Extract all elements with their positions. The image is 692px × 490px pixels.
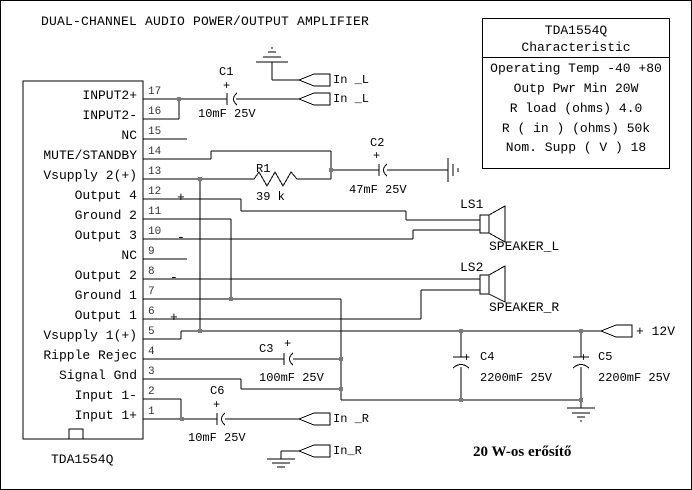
c5-ref: C5 — [598, 350, 613, 364]
c4-ref: C4 — [480, 350, 495, 364]
pin-label-3: Signal Gnd — [58, 368, 137, 383]
in-l-bottom-label: In _L — [333, 92, 370, 106]
c6-ref: C6 — [210, 384, 225, 398]
ground-icon-c2 — [448, 158, 458, 182]
c4-plus: + — [463, 351, 471, 365]
in-l-top-label: In _L — [333, 73, 370, 87]
pin-label-8: Output 2 — [74, 268, 137, 283]
pin-label-4: Ripple Rejec — [43, 348, 137, 363]
pin-label-2: Input 1- — [74, 388, 137, 403]
in-r-top-label: In _R — [333, 412, 370, 426]
table-row: R load (ohms) 4.0 — [509, 101, 643, 116]
pin-label-11: Ground 2 — [74, 208, 137, 223]
pin6-polarity-sign: + — [170, 310, 178, 325]
pin10-polarity-sign: - — [177, 230, 185, 245]
pin-number-2: 2 — [148, 386, 155, 398]
ground-icon-input-left — [256, 48, 288, 62]
c3-plus: + — [284, 337, 292, 351]
pin-number-6: 6 — [148, 306, 155, 318]
connector-icon-in-l-bottom — [299, 93, 330, 105]
connector-icon-in-l-top — [299, 74, 330, 86]
pin-label-1: Input 1+ — [74, 408, 137, 423]
c3-value: 100mF 25V — [259, 371, 324, 385]
c6-plus: + — [213, 398, 221, 412]
supply-12v-label: + 12V — [636, 324, 676, 339]
pin-label-15: NC — [121, 128, 137, 143]
ls1-ref: LS1 — [460, 197, 484, 212]
pin-label-9: NC — [121, 248, 137, 263]
c5-value: 2200mF 25V — [598, 371, 671, 385]
ground-icon-power — [567, 400, 595, 421]
pin-number-14: 14 — [148, 146, 162, 158]
pin12-polarity-sign: + — [177, 190, 185, 205]
connector-icon-12v — [601, 325, 632, 337]
pin-number-16: 16 — [148, 106, 162, 118]
c1-value: 10mF 25V — [198, 107, 256, 121]
pin-label-17: INPUT2+ — [82, 88, 137, 103]
pin-label-5: Vsupply 1(+) — [43, 328, 137, 343]
speaker-icons — [480, 206, 505, 302]
ls2-ref: LS2 — [460, 260, 484, 275]
connector-icon-in-r-top — [299, 413, 330, 425]
c1-plus: + — [223, 79, 231, 93]
table-title: TDA1554Q — [544, 23, 608, 38]
table-subtitle: Characteristic — [521, 40, 631, 55]
capacitor-c2-symbol — [379, 164, 387, 176]
pin-number-4: 4 — [148, 346, 155, 358]
speaker-ls1-icon — [480, 206, 505, 242]
pin-label-13: Vsupply 2(+) — [43, 168, 137, 183]
ic-pin1-notch — [69, 429, 83, 439]
pin-number-5: 5 — [148, 326, 155, 338]
pin-label-16: INPUT2- — [82, 108, 137, 123]
caption: 20 W-os erősítő — [473, 444, 572, 460]
connector-icon-in-r-bottom — [299, 445, 330, 457]
pin-label-7: Ground 1 — [74, 288, 137, 303]
pin8-polarity-sign: - — [170, 270, 178, 285]
pin-label-10: Output 3 — [74, 228, 137, 243]
c1-ref: C1 — [219, 65, 234, 79]
page-title: DUAL-CHANNEL AUDIO POWER/OUTPUT AMPLIFIER — [41, 14, 370, 29]
pin-number-12: 12 — [148, 186, 162, 198]
pin-label-14: MUTE/STANDBY — [43, 148, 137, 163]
characteristics-table — [482, 18, 670, 169]
pin-number-8: 8 — [148, 266, 155, 278]
table-divider — [483, 57, 669, 58]
c2-ref: C2 — [370, 136, 385, 150]
r1-value: 39 k — [256, 190, 285, 204]
speaker-l-label: SPEAKER_L — [489, 239, 560, 254]
in-r-bottom-label: In_R — [333, 444, 362, 458]
table-row: Outp Pwr Min 20W — [513, 81, 639, 96]
speaker-r-label: SPEAKER_R — [489, 300, 560, 315]
table-row: Operating Temp -40 +80 — [490, 61, 662, 76]
table-row: Nom. Supp ( V ) 18 — [505, 140, 647, 155]
c3-ref: C3 — [259, 342, 274, 356]
pin-number-3: 3 — [148, 366, 155, 378]
c4-value: 2200mF 25V — [480, 371, 553, 385]
c2-value: 47mF 25V — [349, 183, 407, 197]
speaker-ls2-icon — [480, 266, 505, 302]
pin-number-9: 9 — [148, 246, 155, 258]
pin-number-15: 15 — [148, 126, 162, 138]
table-row: R ( in ) (ohms) 50k — [501, 121, 651, 136]
ic-part-number: TDA1554Q — [51, 452, 114, 467]
pin-number-10: 10 — [148, 226, 162, 238]
pin-number-1: 1 — [148, 406, 155, 418]
pin-number-11: 11 — [148, 206, 162, 218]
capacitor-c6-symbol — [217, 413, 225, 425]
c6-value: 10mF 25V — [188, 431, 246, 445]
ground-icon-input-right — [267, 459, 295, 467]
c5-plus: + — [580, 351, 588, 365]
pin-number-13: 13 — [148, 166, 162, 178]
r1-ref: R1 — [256, 162, 271, 176]
c2-plus: + — [373, 149, 381, 163]
pin-number-7: 7 — [148, 286, 155, 298]
pin-label-6: Output 1 — [74, 308, 137, 323]
capacitor-c3-symbol — [284, 353, 293, 365]
pin-number-17: 17 — [148, 86, 162, 98]
pin-label-12: Output 4 — [74, 188, 137, 203]
capacitor-c1-symbol — [227, 93, 237, 105]
